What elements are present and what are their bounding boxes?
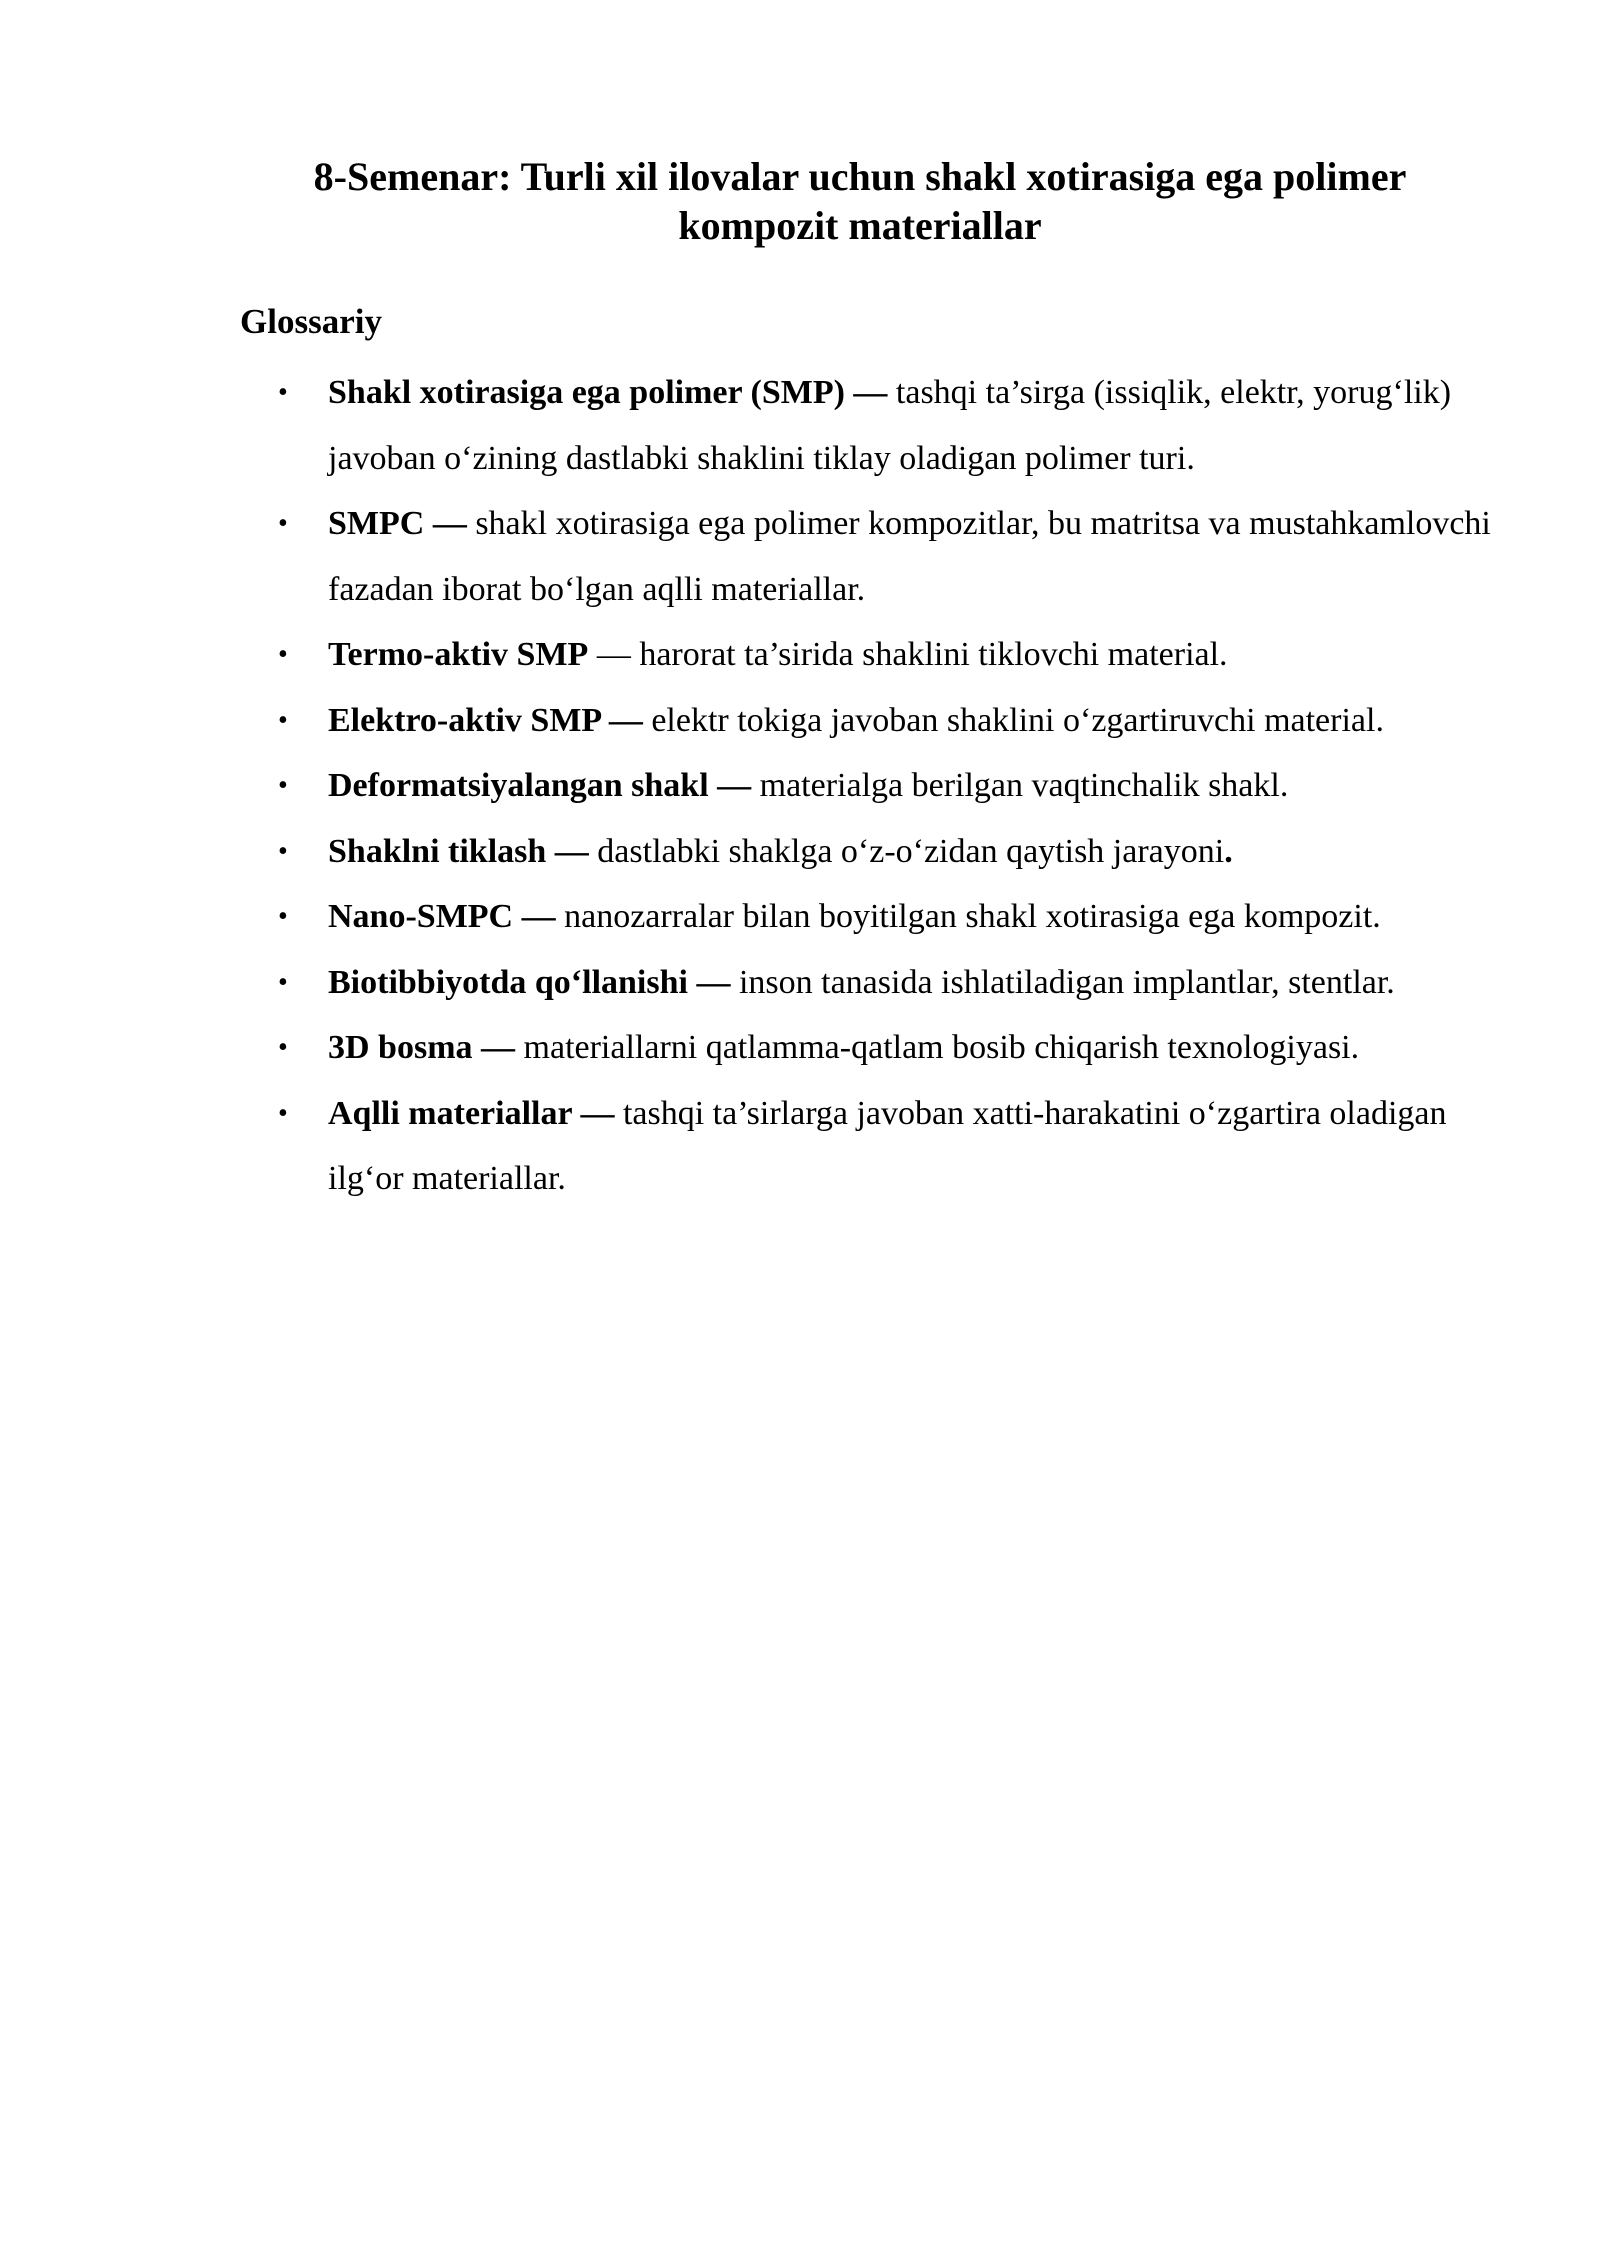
term-dash: — xyxy=(687,963,739,1001)
glossary-term: Deformatsiyalangan shakl xyxy=(328,767,709,804)
glossary-item xyxy=(240,1015,1500,1081)
bullet-icon: • xyxy=(278,770,288,801)
glossary-definition: inson tanasida ishlatiladigan implantlar, stentlar. xyxy=(738,963,1395,1001)
bullet-icon: • xyxy=(278,704,288,736)
term-dash: — xyxy=(844,374,896,411)
glossary-definition: shakl xotirasiga ega polimer kompozitlar, bu matritsa va mustahkamlovchi fazadan iborat bo‘lgan aqlli materiallar. xyxy=(328,505,1491,608)
glossary-item xyxy=(240,360,1500,491)
glossary-term: Nano-SMPC xyxy=(328,898,514,935)
glossary-definition: tashqi ta’sirlarga javoban xatti-harakatini o‘zgartira oladigan ilg‘or materiallar. xyxy=(328,1094,1447,1197)
glossary-list xyxy=(240,360,1500,1212)
glossary-term: Elektro-aktiv SMP xyxy=(328,701,601,739)
glossary-definition: harorat ta’sirida shaklini tiklovchi material. xyxy=(639,636,1228,673)
glossary-item xyxy=(240,950,1500,1016)
bullet-icon: • xyxy=(278,377,288,408)
glossary-item xyxy=(240,819,1500,885)
definition-tail: . xyxy=(1224,832,1233,870)
glossary-definition: materiallarni qatlamma-qatlam bosib chiqarish texnologiyasi. xyxy=(523,1029,1360,1066)
term-dash: — xyxy=(546,832,598,870)
glossary-item xyxy=(240,884,1500,950)
section-heading-glossary: Glossariy xyxy=(240,302,382,341)
term-dash: — xyxy=(472,1029,524,1066)
glossary-definition: nanozarralar bilan boyitilgan shakl xotirasiga ega kompozit. xyxy=(564,898,1381,935)
term-dash: — xyxy=(588,636,640,673)
glossary-item xyxy=(240,491,1500,622)
term-dash: — xyxy=(513,898,565,935)
glossary-item xyxy=(240,622,1500,688)
term-dash: — xyxy=(424,505,476,542)
glossary-term: 3D bosma xyxy=(328,1029,473,1066)
bullet-icon: • xyxy=(278,835,288,867)
glossary-term: SMPC xyxy=(328,505,425,542)
glossary-definition: dastlabki shaklga o‘z-o‘zidan qaytish jarayoni xyxy=(597,832,1225,870)
glossary-term: Shakl xotirasiga ega polimer (SMP) xyxy=(328,374,845,411)
glossary-item xyxy=(240,1081,1500,1212)
bullet-icon: • xyxy=(278,1032,288,1063)
bullet-icon: • xyxy=(278,639,288,670)
glossary-definition: materialga berilgan vaqtinchalik shakl. xyxy=(759,767,1289,804)
term-dash: — xyxy=(708,767,760,804)
glossary-term: Shaklni tiklash xyxy=(328,832,547,870)
bullet-icon: • xyxy=(278,901,288,932)
glossary-item xyxy=(240,753,1500,819)
term-dash: — xyxy=(571,1094,623,1132)
bullet-icon: • xyxy=(278,966,288,998)
glossary-term: Termo-aktiv SMP xyxy=(328,636,589,673)
glossary-definition: tashqi ta’sirga (issiqlik, elektr, yorug‘lik) javoban o‘zining dastlabki shaklini tiklay oladigan polimer turi. xyxy=(328,374,1452,477)
glossary-definition: elektr tokiga javoban shaklini o‘zgartiruvchi material. xyxy=(651,701,1384,739)
term-dash: — xyxy=(600,701,652,739)
page-title: 8-Semenar: Turli xil ilovalar uchun shakl xotirasiga ega polimer kompozit materiallar xyxy=(313,154,1407,248)
glossary-term: Biotibbiyotda qo‘llanishi xyxy=(328,963,688,1001)
bullet-icon: • xyxy=(278,508,288,539)
glossary-term: Aqlli materiallar xyxy=(328,1094,572,1132)
bullet-icon: • xyxy=(278,1097,288,1129)
glossary-item xyxy=(240,688,1500,754)
